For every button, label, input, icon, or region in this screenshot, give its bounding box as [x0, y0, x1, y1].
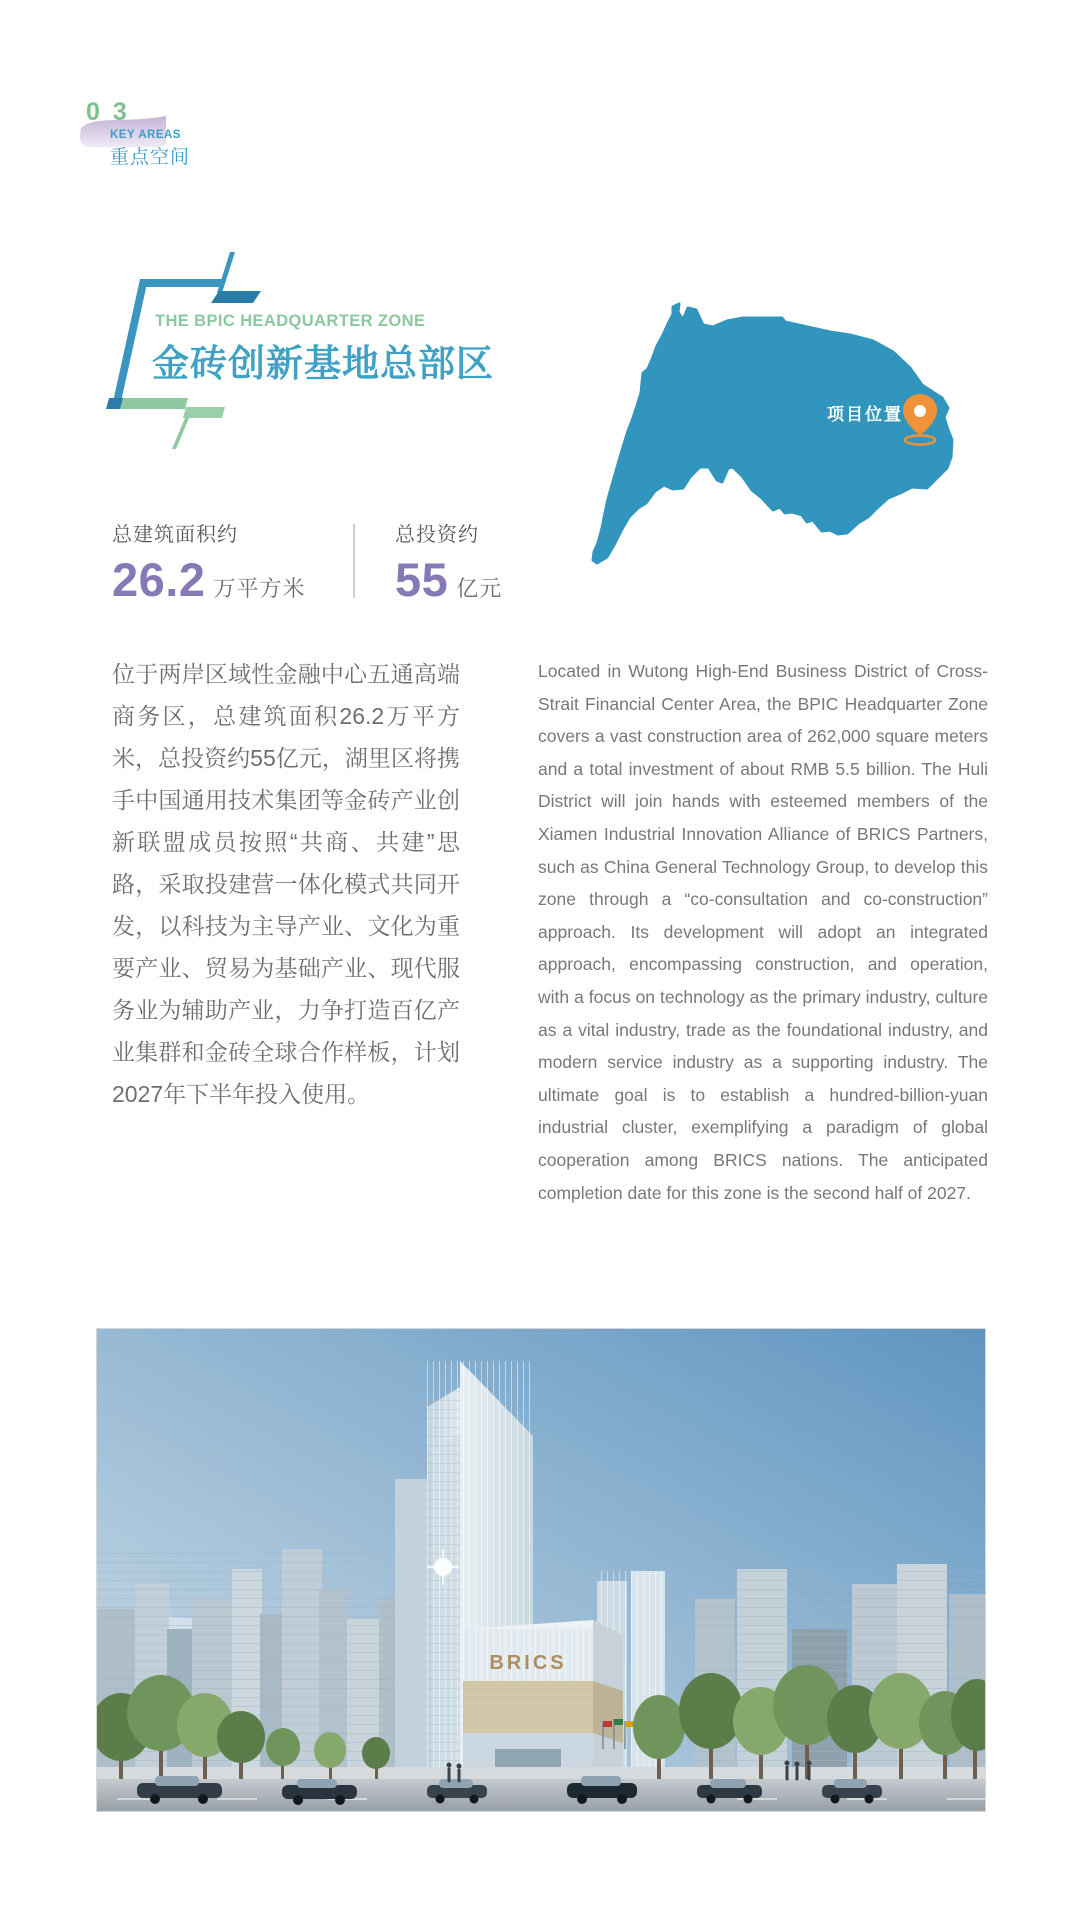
stat-unit: 万平方米	[213, 576, 306, 601]
stat-construction-area	[112, 518, 306, 606]
title-strip-green-1	[120, 398, 188, 409]
zone-title-en: THE BPIC HEADQUARTER ZONE	[155, 312, 426, 330]
map-shape	[593, 304, 952, 563]
section-number: 0 3	[86, 98, 130, 126]
title-bar-top	[142, 279, 222, 287]
section-label-zh: 重点空间	[110, 147, 191, 168]
stat-value: 55	[395, 553, 449, 606]
zone-title-zh: 金砖创新基地总部区	[152, 343, 494, 384]
body-paragraph-en: Located in Wutong High-End Business District of Cross-Strait Financial Center Area, the BPIC Headquarter Zone covers a vast construction area of 262,000 square meters and a total investment of about RMB 5.5 billion. The Huli District will join hands with esteemed members of the Xiamen Industrial Innovation Alliance of BRICS Partners, such as China General Technology Group, to develop this zone through a “co-consultation and co-construction” approach. Its development will adopt an integrated approach, encompassing construction, and operation, with a focus on technology as the primary industry, culture as a vital industry, trade as the foundational industry, and modern service industry as a supporting industry. The ultimate goal is to establish a hundred-billion-yuan industrial cluster, exemplifying a paradigm of global cooperation among BRICS nations. The anticipated completion date for this zone is the second half of 2027.	[538, 661, 988, 1203]
stat-divider	[353, 524, 355, 598]
title-slash-green	[172, 418, 189, 449]
stat-label: 总投资约	[395, 524, 479, 546]
sidewalk	[97, 1767, 985, 1781]
rendering-photo	[96, 1328, 986, 1812]
title-bar-left-slanted	[113, 279, 148, 402]
section-label-en: KEY AREAS	[110, 129, 181, 141]
map-location-label: 项目位置	[827, 405, 903, 424]
stat-label: 总建筑面积约	[112, 524, 238, 546]
building-sign-text: BRICS	[489, 1652, 567, 1674]
podium	[463, 1620, 634, 1791]
title-strip-green-2	[183, 407, 225, 418]
title-parallelogram-blue	[211, 291, 261, 303]
stat-investment	[395, 518, 503, 606]
stat-unit: 亿元	[456, 576, 503, 601]
body-paragraph-zh: 位于两岸区域性金融中心五通高端商务区，总建筑面积26.2万平方米，总投资约55亿元，湖里区将携手中国通用技术集团等金砖产业创新联盟成员按照“共商、共建”思路，采取投建营一体化模式共同开发，以科技为主导产业、文化为重要产业、贸易为基础产业、现代服务业为辅助产业，力争打造百亿产业集群和金砖全球合作样板，计划2027年下半年投入使用。	[112, 661, 460, 1107]
stat-value: 26.2	[112, 553, 206, 606]
district-map	[565, 268, 965, 593]
